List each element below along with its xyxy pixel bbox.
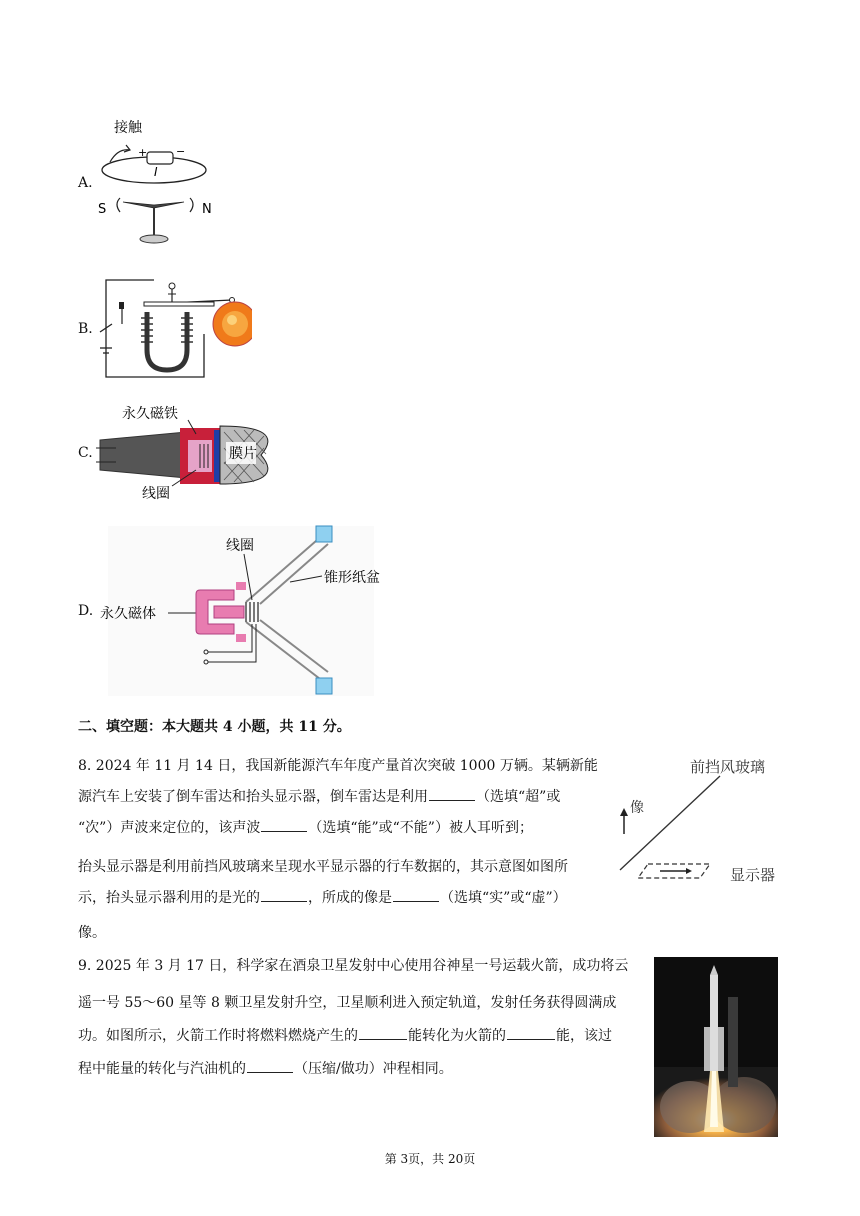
speaker-magnet-label: 永久磁体 xyxy=(100,606,156,622)
contact-label: 接触 xyxy=(114,120,142,136)
blank[interactable] xyxy=(261,887,307,902)
figure-a-oersted xyxy=(92,112,222,252)
blank[interactable] xyxy=(261,817,307,832)
blank[interactable] xyxy=(507,1025,555,1040)
figure-b-electric-bell xyxy=(92,272,252,384)
q8-line3: “次”）声波来定位的，该声波 （选填“能”或“不能”）被人耳听到； xyxy=(78,813,533,844)
svg-text:+: + xyxy=(138,146,148,159)
speaker-coil-label: 线圈 xyxy=(226,538,254,554)
svg-text:S: S xyxy=(98,202,107,217)
q8-line6: 像。 xyxy=(78,925,106,941)
blank[interactable] xyxy=(429,786,475,801)
q8-line2: 源汽车上安装了倒车雷达和抬头显示器，倒车雷达是利用 （选填“超”或 xyxy=(78,782,560,813)
image-label: 像 xyxy=(630,800,644,816)
section-heading: 二、填空题：本大题共 4 小题，共 11 分。 xyxy=(78,719,351,735)
cone-label: 锥形纸盆 xyxy=(324,570,380,586)
svg-text:N: N xyxy=(202,202,212,217)
blank[interactable] xyxy=(247,1058,293,1073)
figure-d-speaker xyxy=(96,522,396,700)
windshield-label: 前挡风玻璃 xyxy=(690,758,766,776)
q9-line1: 9. 2025 年 3 月 17 日，科学家在酒泉卫星发射中心使用谷神星一号运载火箭，成功将云 xyxy=(78,958,629,974)
option-b-label: B. xyxy=(78,321,93,337)
svg-text:I: I xyxy=(154,165,158,179)
diaphragm-label: 膜片 xyxy=(229,446,257,462)
option-c-label: C. xyxy=(78,445,93,461)
blank[interactable] xyxy=(359,1025,407,1040)
svg-text:−: − xyxy=(176,145,186,158)
q9-line2: 遥一号 55～60 星等 8 颗卫星发射升空，卫星顺利进入预定轨道，发射任务获得圆满成 xyxy=(78,995,617,1011)
magnet-label: 永久磁铁 xyxy=(122,406,178,422)
q9-line3: 功。如图所示，火箭工作时将燃料燃烧产生的 能转化为火箭的 能，该过 xyxy=(78,1021,612,1052)
option-a-label: A. xyxy=(78,175,93,191)
rocket-launch-photo xyxy=(654,957,778,1137)
q8-line4: 抬头显示器是利用前挡风玻璃来呈现水平显示器的行车数据的，其示意图如图所 xyxy=(78,859,568,875)
display-label: 显示器 xyxy=(730,866,776,884)
q8-line1: 8. 2024 年 11 月 14 日，我国新能源汽车年度产量首次突破 1000 万辆。某辆新能 xyxy=(78,758,598,774)
blank[interactable] xyxy=(393,887,439,902)
figure-c-microphone xyxy=(96,400,276,504)
q8-line5: 示，抬头显示器利用的是光的 ，所成的像是 （选填“实”或“虚”） xyxy=(78,883,567,914)
page-footer: 第 3页，共 20页 xyxy=(384,1152,476,1166)
option-d-label: D. xyxy=(78,603,94,619)
q9-line4: 程中能量的转化与汽油机的 （压缩/做功）冲程相同。 xyxy=(78,1054,453,1085)
coil-label: 线圈 xyxy=(142,486,170,502)
q8-hud-figure xyxy=(612,752,792,886)
